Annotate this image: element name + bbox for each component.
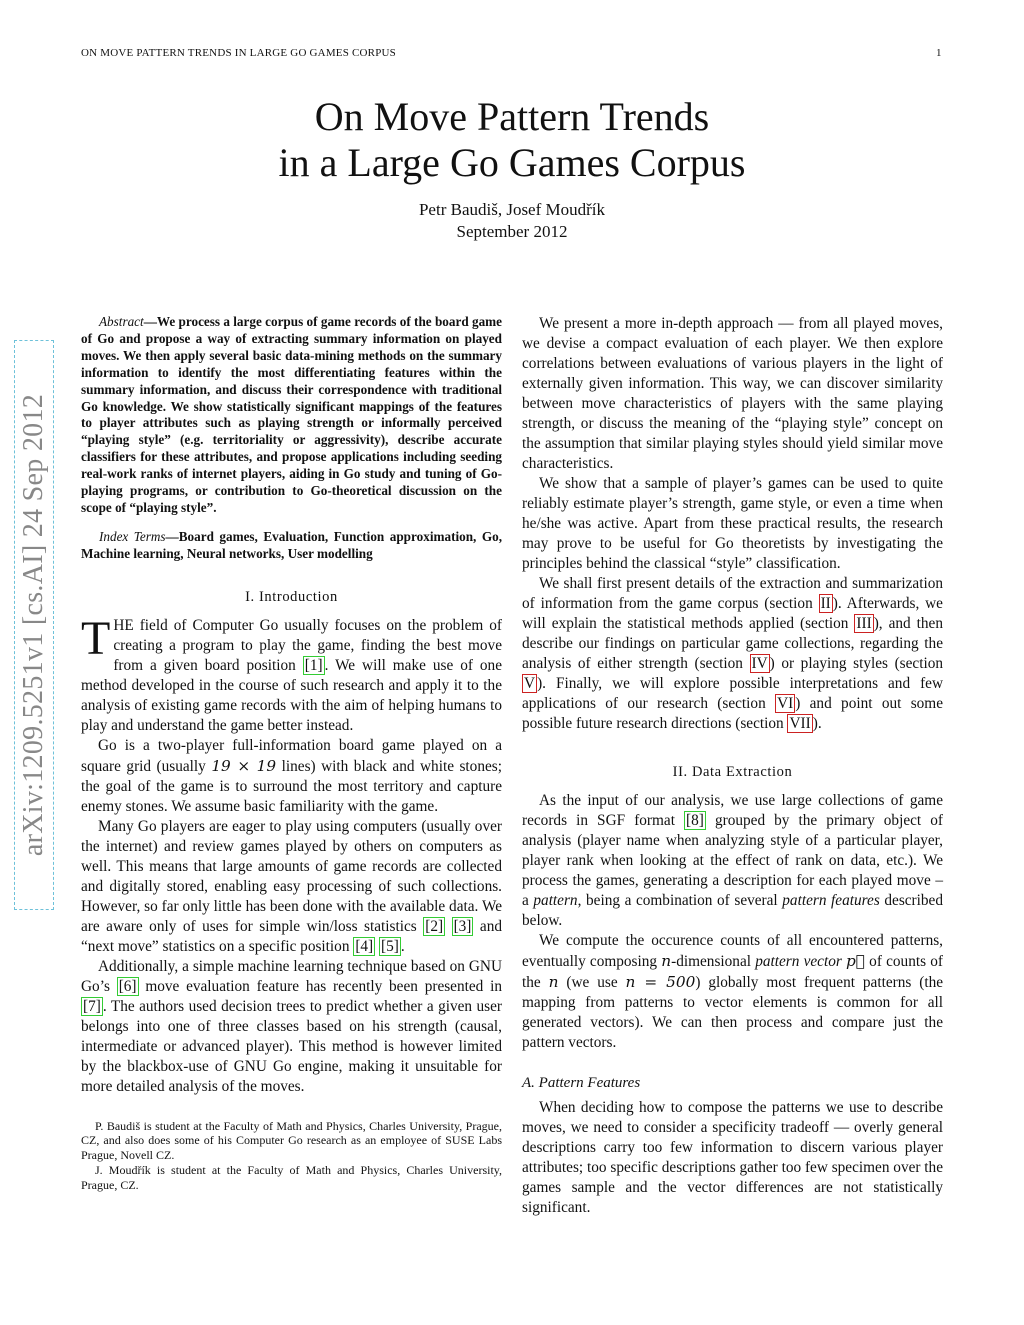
outline-text: We shall first present details of the extraction and summarization of information from the game corpus (section xyxy=(522,575,943,612)
section-heading-data-extraction: II. Data Extraction xyxy=(672,764,793,780)
footnote-baudis: P. Baudiš is student at the Faculty of Math and Physics, Charles University, Prague, CZ, and also does some of his Computer Go research as an employee of SUSE Labs Prague, Novell CZ. xyxy=(81,1118,502,1163)
page-number: 1 xyxy=(936,47,942,59)
citation-link[interactable]: [6] xyxy=(118,977,137,995)
intro-paragraph-1 xyxy=(81,611,502,736)
intro-paragraph-7 xyxy=(522,574,943,734)
de-p1-text-3: , being a combination of several xyxy=(577,892,783,909)
citation-link[interactable]: [7] xyxy=(83,997,101,1015)
citation-link[interactable]: [5] xyxy=(380,937,399,955)
de-p1-text-4: described below. xyxy=(522,892,943,929)
citation-link[interactable]: [8] xyxy=(686,812,704,829)
section-heading-introduction: I. Introduction xyxy=(245,588,338,605)
de-p1-text-2: grouped by the primary object of analysis (player name when analyzing style of a particular player, player rank when looking at the effect of rank on data, etc.). We process the games, generating a description for each played move – a xyxy=(522,812,943,909)
intro-p3-text-3: . xyxy=(400,937,405,955)
index-terms xyxy=(81,529,502,563)
abstract-text: We process a large corpus of game records of the board game of Go and propose a way of extracting summary information on played moves. We then apply several basic data-mining methods on the summary information to identify the most differentiating features within the summary information, and discuss their correspondence with traditional Go knowledge. We show statistically significant mappings of the features to player attributes such as playing strength or informally perceived “playing style” (e.g. territoriality or aggressivity), describe accurate classifiers for these attributes, and propose applications including seeding real-work ranks of internet players, aiding in Go study and tuning of Go-playing programs, or contribution to Go-theoretical discussion on the scope of “playing style”. xyxy=(81,314,502,515)
de-p2-text-2: -dimensional xyxy=(671,953,756,970)
footnote-moudrik: J. Moudřík is student at the Faculty of Math and Physics, Charles University, Prague, CZ. xyxy=(81,1163,502,1192)
title-line-2: in a Large Go Games Corpus xyxy=(278,140,746,185)
abstract xyxy=(81,314,502,517)
subsection-heading-pattern-features: A. Pattern Features xyxy=(522,1075,641,1091)
section-ref-link[interactable]: IV xyxy=(751,655,768,672)
math-n-equals: n = 500 xyxy=(625,973,696,991)
intro-p2-text: Go is a two-player full-information board game played on a square grid (usually xyxy=(81,736,502,775)
data-extraction-paragraph-2 xyxy=(522,931,943,1053)
outline-text-7: ). xyxy=(812,715,822,732)
arxiv-stamp xyxy=(14,340,54,910)
abstract-label: Abstract xyxy=(99,314,144,329)
intro-p4-text: Additionally, a simple machine learning technique based on GNU Go’s xyxy=(81,957,502,995)
index-terms-text: Board games, Evaluation, Function approximation, Go, Machine learning, Neural networks, User modelling xyxy=(81,528,502,561)
section-ref-link[interactable]: V xyxy=(524,675,536,692)
intro-p1-text: HE field of Computer Go usually focuses on the problem of creating a program to play the game, finding the best move from a given board position xyxy=(113,616,502,674)
math-vector-p: p⃗ xyxy=(846,952,865,970)
paper-title xyxy=(0,94,1024,186)
intro-paragraph-4 xyxy=(81,957,502,1097)
abstract-dash: — xyxy=(143,314,157,329)
outline-text-3: ), and then describe our findings on particular game collections, regarding the analysis of either strength (section xyxy=(522,615,943,672)
right-column xyxy=(522,314,943,1218)
intro-p3-text-2: and “next move” statistics on a specific position xyxy=(81,917,502,955)
intro-p3-text: Many Go players are eager to play using computers (usually over the internet) and review games played by others on computers as well. This means that large amounts of game records are collected and digitally stored, enabling easy processing of such collections. However, so far only little has been done with the available data. We are aware only of uses for simple win/loss statistics xyxy=(81,817,502,935)
outline-text-2: ). Afterwards, we will explain the statistical methods applied (section xyxy=(522,595,943,632)
author-names: Petr Baudiš, Josef Moudřík xyxy=(418,200,606,219)
intro-p4-text-3: . The authors used decision trees to predict whether a given user belongs into one of three classes based on his strength (causal, intermediate or advanced player). This method is however limited by the blackbox-use of GNU Go engine, making it unsuitable for more detailed analysis of the moves. xyxy=(81,997,502,1095)
outline-text-4: ) or playing styles (section xyxy=(769,655,943,672)
math-n: n xyxy=(548,973,559,991)
section-ref-link[interactable]: II xyxy=(820,595,831,612)
section-ref-link[interactable]: III xyxy=(856,615,872,632)
intro-paragraph-2 xyxy=(81,736,502,817)
intro-p1-text-2: . We will make use of one method developed in the course of such research and apply it to the analysis of existing game records with the aim of helping humans to play and understand the game better instead. xyxy=(81,656,502,734)
intro-paragraph-6: We show that a sample of player’s games can be used to quite reliably estimate player’s strength, game style, or even a time when he/she was active. Apart from these practical results, the research may prove to be useful for Go theoretists by investigating the principles behind the classical “style” classification. xyxy=(522,475,943,572)
de-p2-text-5: ) globally most frequent patterns (the mapping from patterns to vector elements is common for all generated vectors). We can then process and compare just the pattern vectors. xyxy=(522,974,944,1051)
intro-paragraph-3 xyxy=(81,817,502,957)
intro-p4-text-2: move evaluation feature has recently been presented in xyxy=(138,977,502,995)
section-ref-link[interactable]: VI xyxy=(777,695,794,712)
de-p2-text-4: (we use xyxy=(558,974,626,991)
arxiv-identifier: arXiv:1209.5251v1 [cs.AI] 24 Sep 2012 xyxy=(18,393,49,857)
de-p2-text: We compute the occurence counts of all encountered patterns, eventually composing xyxy=(522,932,943,970)
index-terms-dash: — xyxy=(165,528,179,544)
citation-link[interactable]: [2] xyxy=(425,917,444,935)
section-ref-link[interactable]: VII xyxy=(789,715,811,732)
citation-link[interactable]: [4] xyxy=(355,937,374,955)
publication-date: September 2012 xyxy=(456,222,568,241)
citation-link[interactable]: [1] xyxy=(304,656,323,674)
term-pattern-vector: pattern vector xyxy=(755,953,842,970)
author-block xyxy=(0,199,1024,243)
term-pattern-features: pattern features xyxy=(782,892,880,909)
footnotes xyxy=(81,1119,502,1193)
data-extraction-paragraph-1 xyxy=(522,791,943,931)
de-p2-text-3: of counts of the xyxy=(522,953,943,991)
left-column xyxy=(81,314,502,1193)
outline-text-5: ). Finally, we will explore possible interpretations and few applications of our research (section xyxy=(522,675,943,712)
pattern-features-paragraph-1: When deciding how to compose the patterns we use to describe moves, we need to consider a specificity tradeoff — overly general descriptions carry too few information to discern various player attributes; too specific descriptions gather too few specimen over the games sample and the vector differences are not statistically significant. xyxy=(522,1099,943,1216)
math-n: n xyxy=(661,952,672,970)
de-p1-text: As the input of our analysis, we use large collections of game records in SGF format xyxy=(522,792,943,829)
intro-p2-text-2: lines) with black and white stones; the goal of the game is to surround the most territory and capture enemy stones. We assume basic familiarity with the game. xyxy=(81,757,502,815)
term-pattern: pattern xyxy=(533,892,578,909)
citation-link[interactable]: [3] xyxy=(453,917,472,935)
intro-paragraph-5: We present a more in-depth approach — from all played moves, we devise a compact evaluation of each player. We then explore correlations between evaluations of various players in the light of externally given information. This way, we can discover similarity between move characteristics of players with the same playing strength, or discuss the meaning of the “playing style” concept on the assumption that similar playing styles should yield similar move characteristics. xyxy=(522,315,943,472)
running-head: ON MOVE PATTERN TRENDS IN LARGE GO GAMES CORPUS xyxy=(81,47,396,59)
board-size-math: 19 × 19 xyxy=(211,756,277,775)
index-terms-label: Index Terms xyxy=(99,528,166,544)
drop-cap: T xyxy=(81,611,111,665)
title-line-1: On Move Pattern Trends xyxy=(314,94,710,139)
outline-text-6: ) and point out some possible future research directions (section xyxy=(522,695,943,732)
